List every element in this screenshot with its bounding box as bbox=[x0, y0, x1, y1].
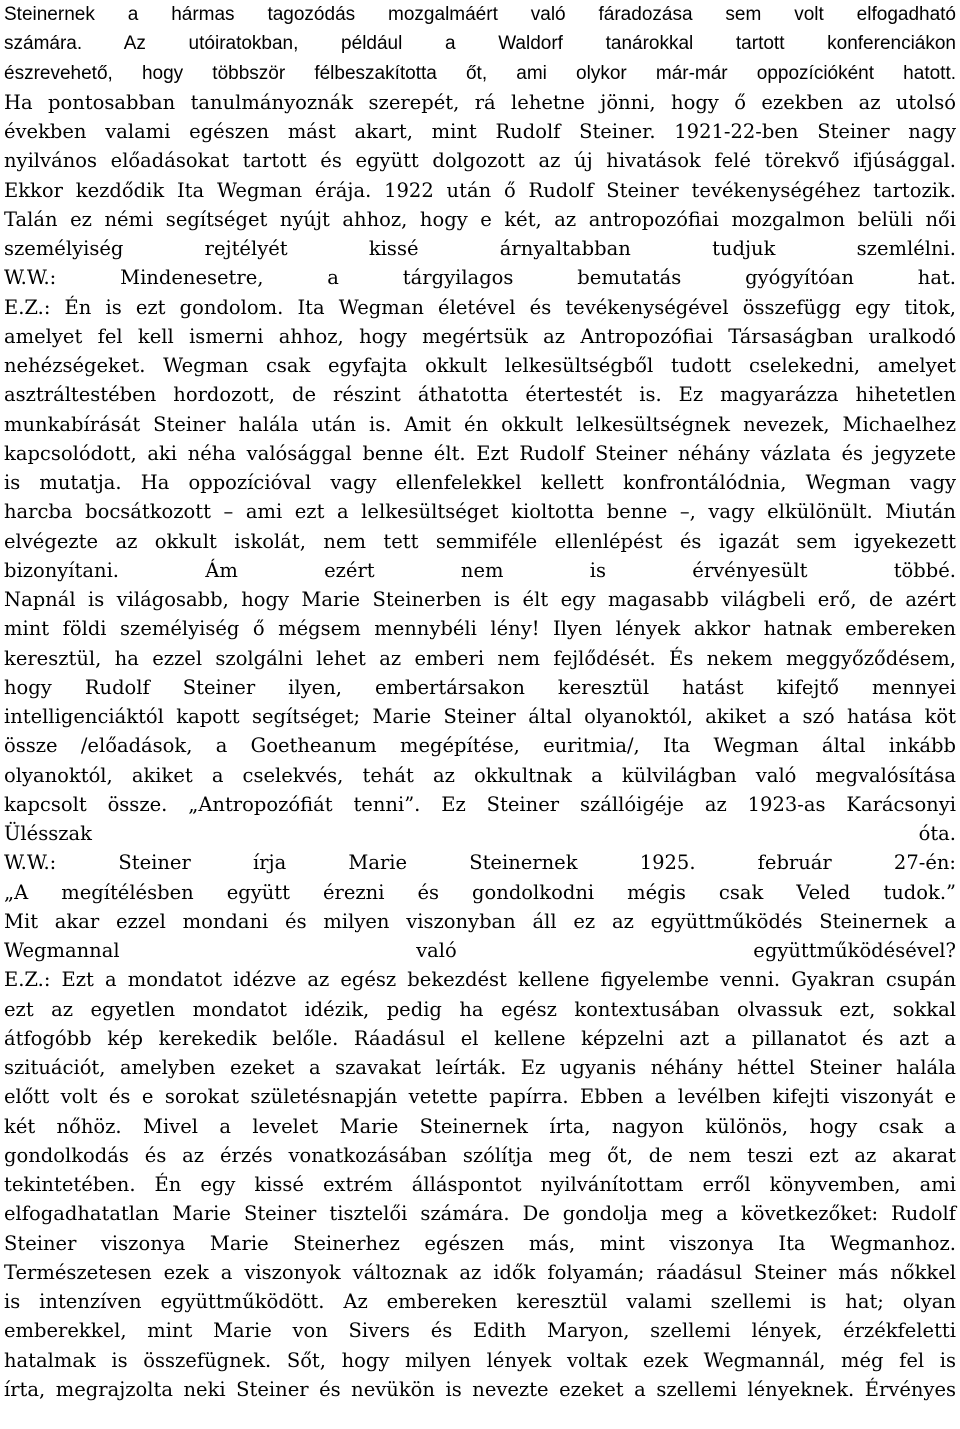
text-line: E.Z.: Ezt a mondatot idézve az egész bekezdést kellene figyelembe venni. Gyakran csupán bbox=[4, 968, 956, 992]
text-line bbox=[4, 1404, 956, 1429]
text-line: olyanoktól, akiket a cselekvés, tehát az okkultnak a külvilágban való megvalósítása bbox=[4, 763, 956, 787]
text-line: harcba bocsátkozott – ami ezt a lelkesültséget kioltotta benne –, vagy elkülönült. Miután bbox=[4, 500, 956, 524]
text-line: két nőhöz. Mivel a levelet Marie Steinernek írta, nagyon különös, hogy csak a bbox=[4, 1114, 956, 1138]
text-line: W.W.: Mindenesetre, a tárgyilagos bemutatás gyógyítóan hat. bbox=[4, 266, 956, 290]
text-line: keresztül, ha ezzel szolgálni lehet az emberi nem fejlődését. És nekem meggyőződésem, bbox=[4, 646, 956, 670]
text-line: Wegmannal való együttműködésével? bbox=[4, 939, 956, 962]
text-line: hogy Rudolf Steiner ilyen, embertársakon keresztül hatást kifejtő mennyei bbox=[4, 675, 956, 699]
text-line: Mit akar ezzel mondani és milyen viszonyban áll ez az együttműködés Steinernek a bbox=[4, 909, 956, 933]
text-line: bizonyítani. Ám ezért nem is érvényesült többé. bbox=[4, 558, 956, 582]
text-line: W.W.: Steiner írja Marie Steinernek 1925. február 27-én: bbox=[4, 851, 956, 875]
text-line: kapcsolt össze. „Antropozófiát tenni”. Ez Steiner szállóigéje az 1923-as Karácsonyi bbox=[4, 792, 956, 816]
text-line: írta, megrajzolta neki Steiner és nevükön is nevezte ezeket a szellemi lényeknek. Érvényes bbox=[4, 1377, 956, 1401]
text-line: „A megítélésben együtt érezni és gondolkodni mégis csak Veled tudok.” bbox=[4, 880, 956, 904]
text-line: intelligenciáktól kapott segítséget; Marie Steiner által olyanoktól, akiket a szó hatása köt bbox=[4, 705, 956, 728]
text-line: Ekkor kezdődik Ita Wegman érája. 1922 után ő Rudolf Steiner tevékenységéhez tartozik. bbox=[4, 178, 956, 202]
text-line: elfogadhatatlan Marie Steiner tisztelői számára. De gondolja meg a következőket: Rudolf bbox=[4, 1202, 956, 1226]
text-line: munkabírását Steiner halála után is. Amit én okkult lelkesültségnek nevezek, Michaelhez bbox=[4, 412, 956, 436]
text-line: Steiner viszonya Marie Steinerhez egészen más, mint viszonya Ita Wegmanhoz. bbox=[4, 1231, 956, 1255]
text-line: is mutatja. Ha oppozícióval vagy ellenfelekkel kellett konfrontálódnia, Wegman vagy bbox=[4, 471, 956, 494]
text-line: nyilvános előadásokat tartott és együtt dolgozott az új hivatások felé törekvő ifjúsággal. bbox=[4, 149, 956, 173]
text-line: előtt volt és e sorokat születésnapján vetette papírra. Ebben a levélben kifejti viszonyát e bbox=[4, 1085, 956, 1109]
text-line: emberekkel, mint Marie von Sivers és Edith Maryon, szellemi lények, érzékfeletti bbox=[4, 1319, 956, 1343]
text-line: kapcsolódott, aki néha valósággal benne élt. Ezt Rudolf Steiner néhány vázlata és jegyzete bbox=[4, 441, 956, 465]
text-line: években valami egészen mást akart, mint Rudolf Steiner. 1921-22-ben Steiner nagy bbox=[4, 120, 956, 143]
text-line: Steinernek a hármas tagozódás mozgalmáért való fáradozása sem volt elfogadható bbox=[4, 4, 956, 25]
text-line: gondolkodás és az érzés vonatkozásában szólítja meg őt, de nem teszi ezt az akarat bbox=[4, 1143, 956, 1167]
text-line: tekintetében. Én egy kissé extrém álláspontot nyilvánítottam erről könyvemben, ami bbox=[4, 1173, 956, 1196]
text-line: is intenzíven együttműködött. Az embereken keresztül valami szellemi is hat; olyan bbox=[4, 1290, 956, 1313]
text-line: asztráltestében hordozott, de részint áthatotta étertestét is. Ez magyarázza hihetetlen bbox=[4, 383, 956, 407]
text-line: hatalmak is összefügnek. Sőt, hogy milyen lények voltak ezek Wegmannál, még fel is bbox=[4, 1348, 956, 1372]
text-line: észrevehető, hogy többször félbeszakította őt, ami olykor már-már oppozícióként hatott. bbox=[4, 62, 956, 84]
text-line: számára. Az utóiratokban, például a Waldorf tanárokkal tartott konferenciákon bbox=[4, 33, 956, 55]
text-line: Ülésszak óta. bbox=[4, 822, 956, 845]
text-line: E.Z.: Én is ezt gondolom. Ita Wegman életével és tevékenységével összefügg egy titok, bbox=[4, 295, 956, 319]
text-line: elvégezte az okkult iskolát, nem tett semmiféle ellenlépést és igazát sem igyekezett bbox=[4, 529, 956, 553]
text-line: átfogóbb kép kerekedik belőle. Ráadásul el kellene képzelni azt a pillanatot és azt a bbox=[4, 1026, 956, 1050]
text-line: amelyet fel kell ismerni ahhoz, hogy megértsük az Antropozófiai Társaságban uralkodó bbox=[4, 324, 956, 348]
text-line: Napnál is világosabb, hogy Marie Steinerben is élt egy magasabb világbeli erő, de azért bbox=[4, 588, 956, 611]
text-line: Ha pontosabban tanulmányoznák szerepét, rá lehetne jönni, hogy ő ezekben az utolsó bbox=[4, 90, 956, 114]
text-line: nehézségeket. Wegman csak egyfajta okkult lelkesültségből tudott cselekedni, amelyet bbox=[4, 354, 956, 377]
text-line: össze /előadások, a Goetheanum megépítése, euritmia/, Ita Wegman által inkább bbox=[4, 734, 956, 758]
text-line: ezt az egyetlen mondatot idézik, pedig ha egész kontextusában olvassuk ezt, sokkal bbox=[4, 997, 956, 1021]
text-line: Természetesen ezek a viszonyok változnak az idők folyamán; ráadásul Steiner más nőkkel bbox=[4, 1260, 956, 1284]
text-line: személyiség rejtélyét kissé árnyaltabban tudjuk szemlélni. bbox=[4, 237, 956, 260]
text-line: Talán ez némi segítséget nyújt ahhoz, hogy e két, az antropozófiai mozgalmon belüli női bbox=[4, 207, 956, 231]
text-line: mint földi személyiség ő mégsem mennybéli lény! Ilyen lények akkor hatnak embereken bbox=[4, 617, 956, 641]
text-line: szituációt, amelyben ezeket a szavakat leírták. Ez ugyanis néhány héttel Steiner halála bbox=[4, 1056, 956, 1079]
